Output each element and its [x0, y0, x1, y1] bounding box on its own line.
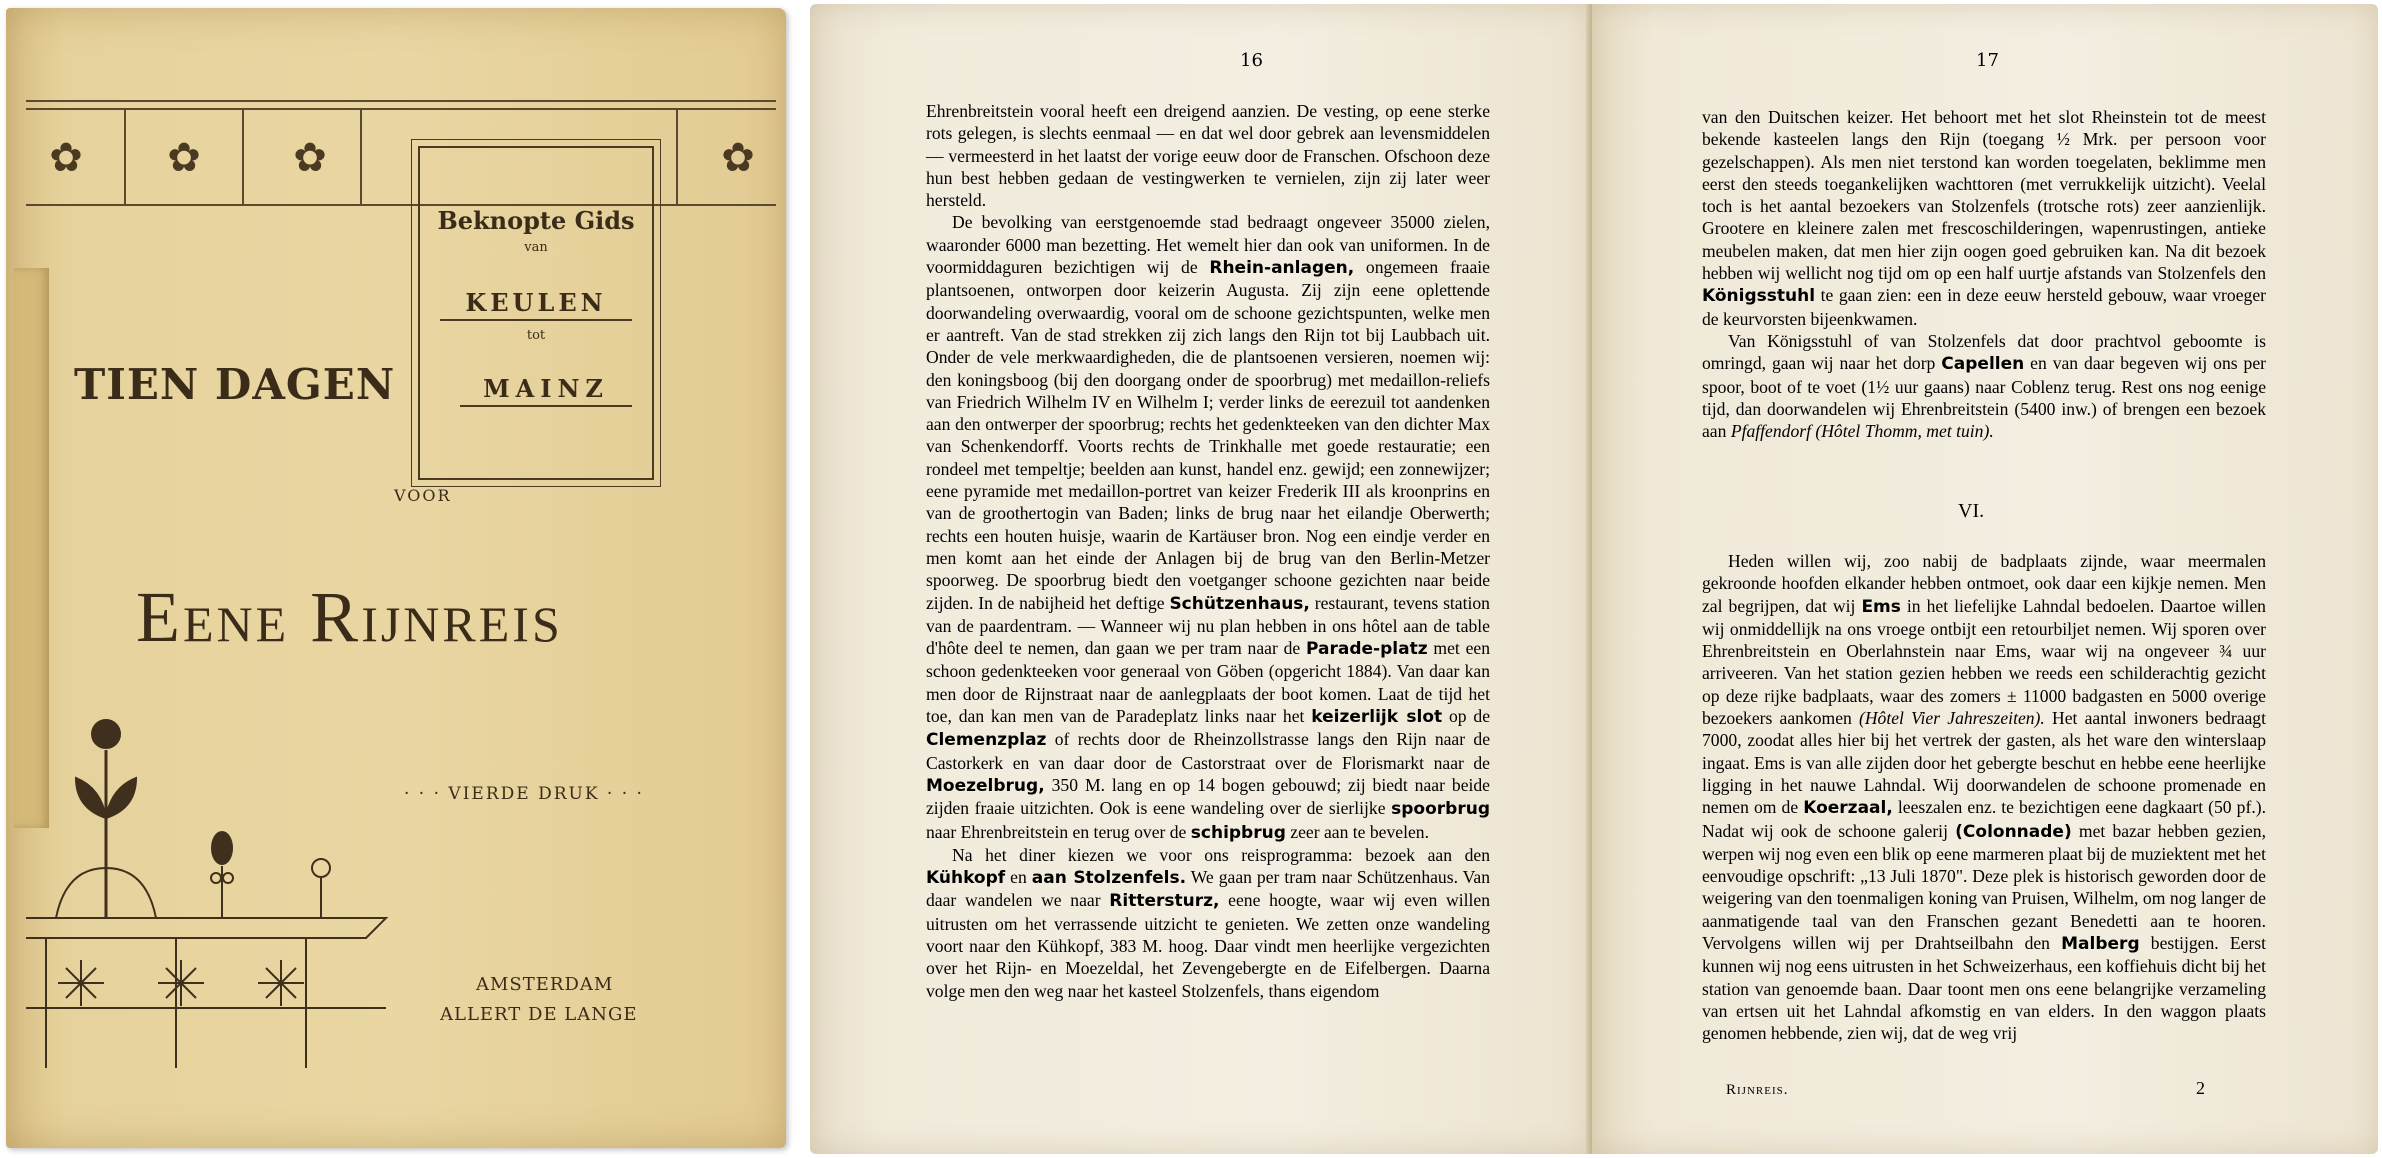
page-number-left: 16: [1240, 50, 1263, 71]
cover-rule: [26, 204, 776, 206]
book-cover: [6, 8, 786, 1148]
cover-title-main: Eene Rijnreis: [136, 577, 563, 657]
left-page-text: Ehrenbreitstein vooral heeft een dreigend aanzien. De vesting, op eene sterke rots gelegen, is slechts eenmaal — en dat wel door gebrek aan levensmiddelen — vermeesterd in het laatst der vorige eeuw door de Franschen. Ofschoon deze hun best hebben gedaan de vestingwerken te vernielen, zijn zij later weer hersteld. De bevolking van eerstgenoemde stad bedraagt ongeveer 35000 zielen, waaronder 6000 man bezetting. Het wemelt hier dan ook van uniformen. In de voormiddaguren bezichtigen wij de Rhein-anlagen, ongemeen fraaie plantsoenen, ontworpen door keizerin Augusta. Zij zijn eene oplettende doorwandeling overwaardig, vooral om de schoone gezichtspunten, welke men er aantreft. Van de stad strekken zij zich langs den Rijn tot bij Laubbach uit. Onder de vele merkwaardigheden, die de plantsoenen versieren, noemen wij: den koningsboog (bij den doorgang onder de spoorbrug) met medaillon-reliefs van Friedrich Wilhelm IV en Wilhelm I; verder links de eerezuil tot aandenken aan den ontwerper der spoorbrug; rechts het gedenkteeken van den dichter Max van Schenkendorff. Voorts rechts de Trinkhalle met goede restauratie; een rondeel met tempeltje; beelden aan kunst, handel enz. gewijd; een zonnewijzer; eene pyramide met medaillon-portret van keizer Frederik III als kroonprins en van de groothertogin van Baden; links de brug naar het eilandje Oberwerth; rechts een houten huisje, waarin de Kartäuser bron. Nog een eindje verder en men komt aan het einde der Anlagen bij de brug van den Berlin-Metzer spoorweg. De spoorbrug biedt den voetganger schoone gezichten naar beide zijden. In de nabijheid het deftige Schützenhaus, restaurant, tevens station van de paardentram. — Wanneer wij nu plan hebben in ons hôtel aan de table d'hôte deel te nemen, dan gaan we per tram naar de Parade-platz met een schoon gedenkteeken voor generaal von Göben (opgericht 1884). Van daar kan men door de Rijnstraat naar de aanlegplaats der boot komen. Laat de tijd het toe, dan kan men van de Paradeplatz links naar het keizerlijk slot op de Clemenzplaz of rechts door de Rheinzollstrasse langs den Rijn naar de Castorkerk en van daar door de Castorstraat over de Florismarkt naar de Moezelbrug, 350 M. lang en op 14 bogen gebouwd; zij biedt naar beide zijden fraaie uitzichten. Ook is eene wandeling over de sierlijke spoorbrug naar Ehrenbreitstein en terug over de schipbrug zeer aan te bevelen. Na het diner kiezen we voor ons reisprogramma: bezoek aan den Kühkopf en aan Stolzenfels. We gaan per tram naar Schützenhaus. Van daar wandelen we naar Rittersturz, eene hoogte, waar wij even willen uitrusten om het verrassende uitzicht te genieten. We zetten onze wandeling voort naar den Kühkopf, 383 M. hoog. Daar vindt men heerlijke vergezichten over het Rijn- en Moezeldal, het Zevengebergte en de Eifelbergen. Daarna volge men den weg naar het kasteel Stolzenfels, thans eigendom: [926, 101, 1491, 1001]
guide-city-from: KEULEN: [440, 288, 632, 321]
chapter-heading: VI.: [1958, 500, 1985, 522]
page-footer-title: Rijnreis.: [1726, 1082, 1789, 1098]
guide-title: Beknopte Gids: [437, 206, 635, 235]
right-page-text-top: van den Duitschen keizer. Het behoort met het slot Rheinstein tot de meest bekende kasteelen langs den Rijn (toegang ½ Mrk. per persoon voor gezelschappen). Als men niet terstond kan worden toegelaten, beklimme men eerst den steeds toegankelijken wachttoren (met verrukkelijk uitzicht). Veelal toch is het aantal bezoekers van Stolzenfels (trotsche rots) zeer aanzienlijk. Grootere en kleinere zalen met frescoschilderingen, wapenrustingen, antieke meubelen maken, dat men hier zijn oogen goed gebruiken kan. Na dit bezoek hebben wij wellicht nog tijd om op een half uurtje afstands van Stolzenfels den Königsstuhl te gaan zien: een in deze eeuw hersteld gebouw, waar vroeger de keurvorsten bijeenkwamen. Van Königsstuhl of van Stolzenfels dat door prachtvol geboomte is omringd, gaan wij naar het dorp Capellen en van daar begeven wij ons per spoor, boot of te voet (1½ uur gaans) naar Coblenz terug. Rest ons nog eenige tijd, dan doorwandelen wij Ehrenbreitstein (5400 inw.) of brengen een bezoek aan Pfaffendorf (Hôtel Thomm, met tuin).: [1702, 107, 2267, 442]
cover-rule: [124, 110, 126, 204]
page-number-right: 17: [1976, 50, 1999, 71]
flower-ornament-icon: ✿: [167, 135, 201, 181]
cover-voor: VOOR: [394, 486, 452, 505]
guide-tot: tot: [526, 328, 546, 343]
page-footer-signature: 2: [2196, 1078, 2205, 1098]
title-panel: [418, 146, 654, 480]
cover-rule: [242, 110, 244, 204]
cover-publisher: ALLERT DE LANGE: [440, 1004, 638, 1025]
cover-rule: [676, 110, 678, 204]
flower-ornament-icon: ✿: [721, 135, 755, 181]
cover-title-top: TIEN DAGEN: [74, 360, 396, 409]
floral-ornament-icon: [26, 698, 396, 1078]
right-page-text-bottom: Heden willen wij, zoo nabij de badplaats zijnde, waar meermalen gekroonde hoofden elkander hebben ontmoet, ook daar een kijkje nemen. Men zal begrijpen, dat wij Ems in het liefelijke Lahndal bedoelen. Daartoe willen wij onmiddellijk na ons vroege ontbijt een retourbiljet nemen. Wij sporen over Ehrenbreitstein en Oberlahnstein naar Ems, waar wij na ongeveer ¾ uur arriveeren. Van het station gezien hebben we reeds een schilderachtig gezicht op deze rijke badplaats, waar des zomers ± 11000 badgasten en 5000 overige bezoekers aankomen (Hôtel Vier Jahreszeiten). Het aantal inwoners bedraagt 7000, zoodat alles hier bij het vertrek der gasten, als het ware den winterslaap ingaat. Ems is van alle zijden door het gebergte beschut en hebbe eene heerlijke ligging in het nauwe Lahndal. Wij doorwandelen de schoone promenade en nemen om de Koerzaal, leeszalen enz. te bezichtigen eene dagkaart (50 pf.). Nadat wij ook de schoone galerij (Colonnade) met bazar hebben gezien, werpen wij nog even een blik op eene marmeren plaat bij de muziektent met het eenvoudige opschrift: „13 Juli 1870". Deze plek is historisch geworden door de weigering van den toenmaligen koning van Pruisen, Wilhelm, om nog langer de aanmatigende taal van den Franschen gezant Benedetti aan te hooren. Vervolgens willen wij per Drahtseilbahn den Malberg bestijgen. Eerst kunnen wij nog eens uitrusten in het Schweizerhaus, een koffiehuis dicht bij het station van genoemde baan. Daar toont men ons eene belangrijke verzameling van ertsen uit het Lahndal afkomstig en van elders. In den waggon plaats genomen hebbende, zien wij, dat de weg vrij: [1702, 551, 2267, 1044]
cover-edition: · · · VIERDE DRUK · · ·: [404, 784, 644, 804]
guide-van: van: [524, 240, 548, 255]
flower-ornament-icon: ✿: [49, 135, 83, 181]
cover-rule: [26, 100, 776, 102]
cover-rule: [360, 110, 362, 204]
cover-publisher-city: AMSTERDAM: [476, 974, 614, 995]
guide-city-to: MAINZ: [460, 374, 632, 407]
cover-rule: [26, 108, 776, 110]
flower-ornament-icon: ✿: [293, 135, 327, 181]
